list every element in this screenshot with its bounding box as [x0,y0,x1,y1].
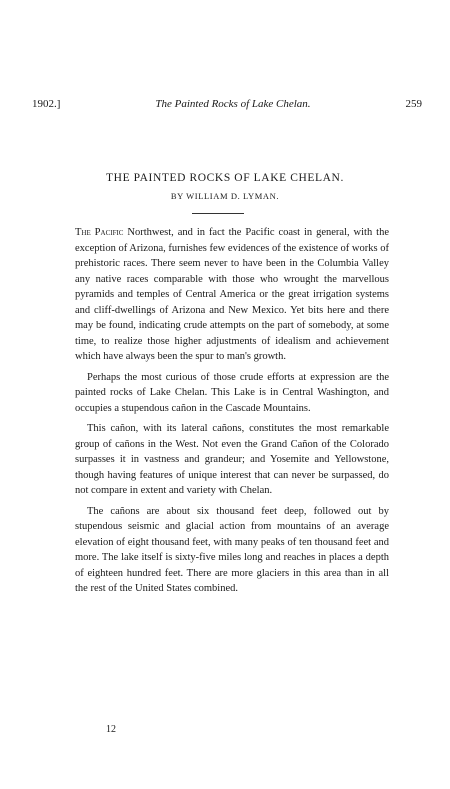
page-number: 259 [405,98,422,110]
paragraph-text: The cañons are about six thousand feet deep, followed out by stupendous seismic and glacial action from mountains of an average elevation of eight thousand feet, with many peaks of ten thousand feet and more. The lake itself is sixty-five miles long and reaches in places a depth of eighteen hundred feet. There are more glaciers in this area than in all the rest of the United States combined. [75,505,389,594]
paragraph [75,504,389,597]
paragraph [75,370,389,417]
article-title: THE PAINTED ROCKS OF LAKE CHELAN. [106,172,344,184]
running-head-title: The Painted Rocks of Lake Chelan. [155,98,311,110]
running-head-year: 1902.] [32,98,61,110]
paragraph-text: This cañon, with its lateral cañons, constitutes the most remarkable group of cañons in the West. Not even the Grand Cañon of the Colorado surpasses it in vastness and grandeur; and Yosemite and Yellowstone, though having features of unique interest that can never be surpassed, do not compare in extent and variety with Chelan. [75,423,389,496]
paragraph-text: Perhaps the most curious of those crude efforts at expression are the painted rocks of Lake Chelan. This Lake is in Central Washington, and occupies a stupendous cañon in the Cascade Mountains. [75,371,389,414]
article-body [75,225,389,602]
paragraph [75,421,389,499]
title-rule [192,213,244,214]
signature-mark: 12 [106,724,116,735]
paragraph-lead: The Pacific [75,227,124,238]
running-head [32,98,422,110]
paragraph-text: Northwest, and in fact the Pacific coast in general, with the exception of Arizona, furnishes few evidences of the existence of works of prehistoric races. There seem never to have been in the Columbia Valley any native races comparable with those who wrought the marvellous pyramids and temples of Central America or the great irrigation systems and cliff-dwellings of Arizona and New Mexico. Yet bits here and there may be found, indicating crude attempts on the part of somebody, at some time, to realize those higher adjustments of idealism and achievement which have always been the spur to man's growth. [75,227,389,362]
paragraph [75,225,389,365]
article-byline: BY WILLIAM D. LYMAN. [170,191,280,201]
